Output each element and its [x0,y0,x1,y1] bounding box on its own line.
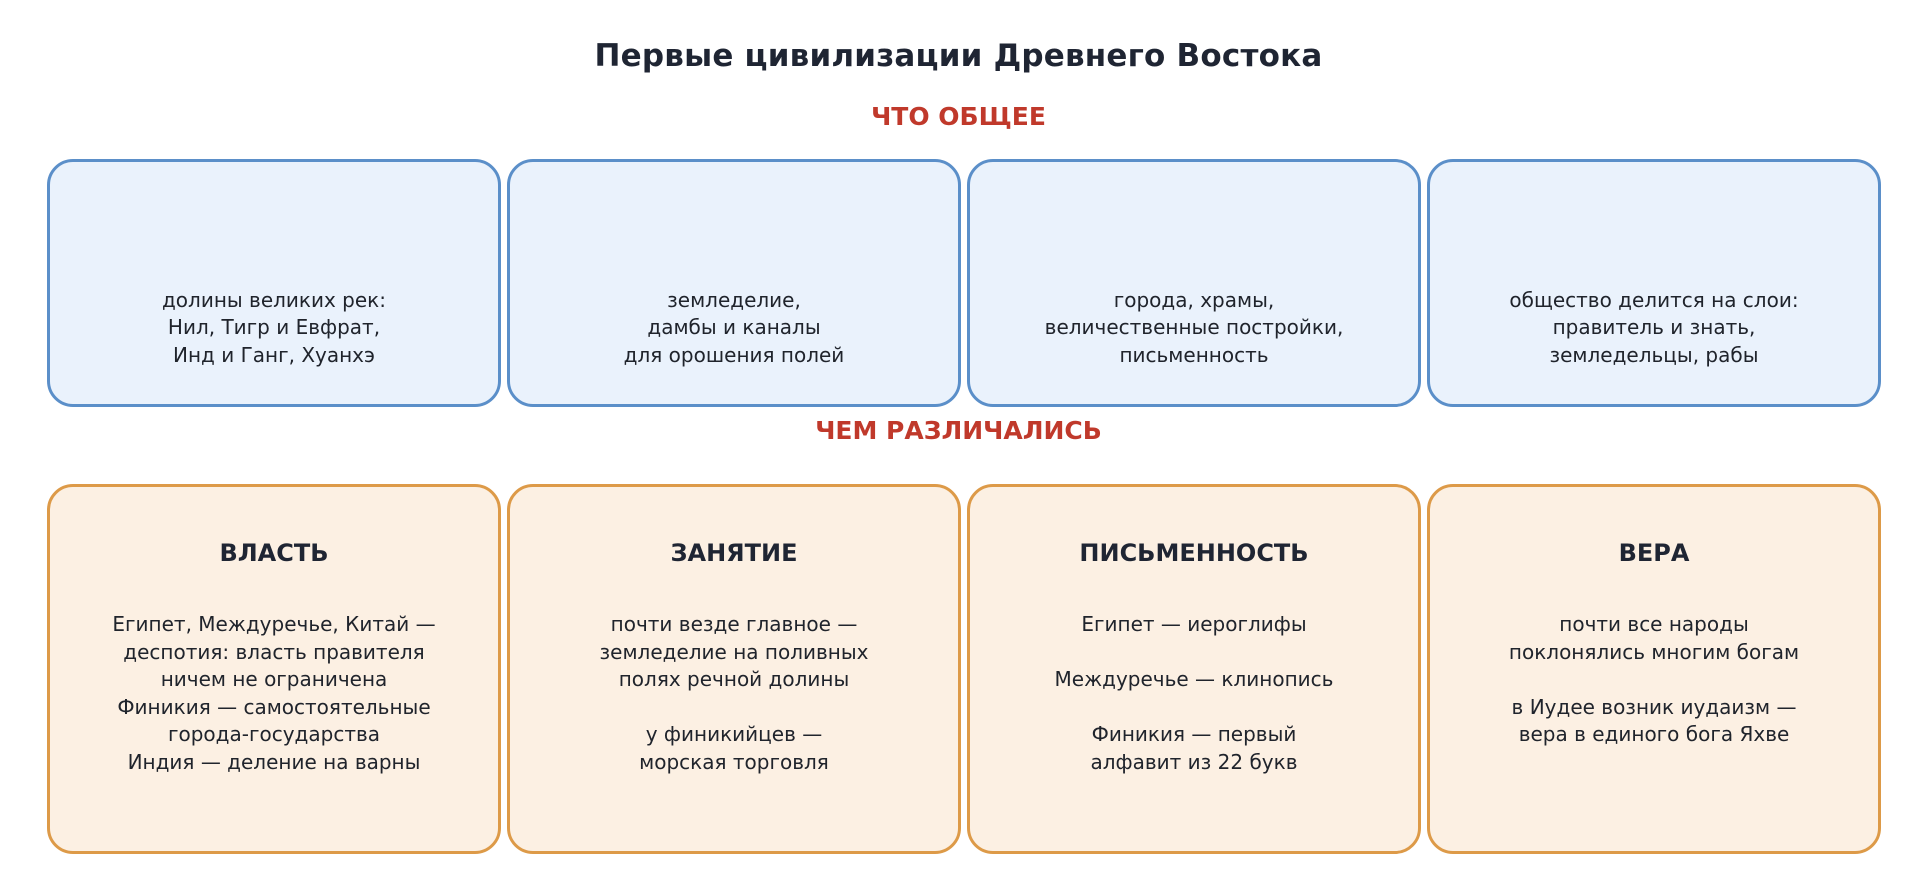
page-title: Первые цивилизации Древнего Востока [594,38,1323,74]
common-card-agriculture [507,159,961,407]
difference-card-writing [967,484,1421,854]
common-card-text: общество делится на слои: правитель и знать, земледельцы, рабы [1509,287,1799,367]
difference-card-power [47,484,501,854]
difference-card-text: почти все народы поклонялись многим богам в Иудее возник иудаизм — вера в единого бога Яхве [1508,612,1800,746]
common-card-society [1427,159,1881,407]
common-card-text: земледелие, дамбы и каналы для орошения полей [623,287,845,367]
difference-card-religion [1427,484,1881,854]
difference-card-occupation [507,484,961,854]
difference-card-text: Египет — иероглифы Междуречье — клинопись Финикия — первый алфавит из 22 букв [1054,612,1334,774]
difference-card-title: ВЛАСТЬ [219,539,329,567]
common-card-rivers [47,159,501,407]
section-heading-common: ЧТО ОБЩЕЕ [871,102,1046,131]
difference-card-title: ВЕРА [1618,539,1690,567]
difference-card-title: ПИСЬМЕННОСТЬ [1079,539,1309,567]
common-card-text: долины великих рек: Нил, Тигр и Евфрат, Инд и Ганг, Хуанхэ [161,287,387,367]
difference-card-text: Египет, Междуречье, Китай — деспотия: власть правителя ничем не ограничена Финикия — самостоятельные города-государства Индия — деление на варны [112,612,436,774]
difference-card-title: ЗАНЯТИЕ [670,539,798,567]
common-card-text: города, храмы, величественные постройки, письменность [1044,287,1344,367]
difference-card-text: почти везде главное — земледелие на поливных полях речной долины у финикийцев — морская торговля [599,612,869,774]
section-heading-differences: ЧЕМ РАЗЛИЧАЛИСЬ [815,416,1102,445]
common-card-cities [967,159,1421,407]
